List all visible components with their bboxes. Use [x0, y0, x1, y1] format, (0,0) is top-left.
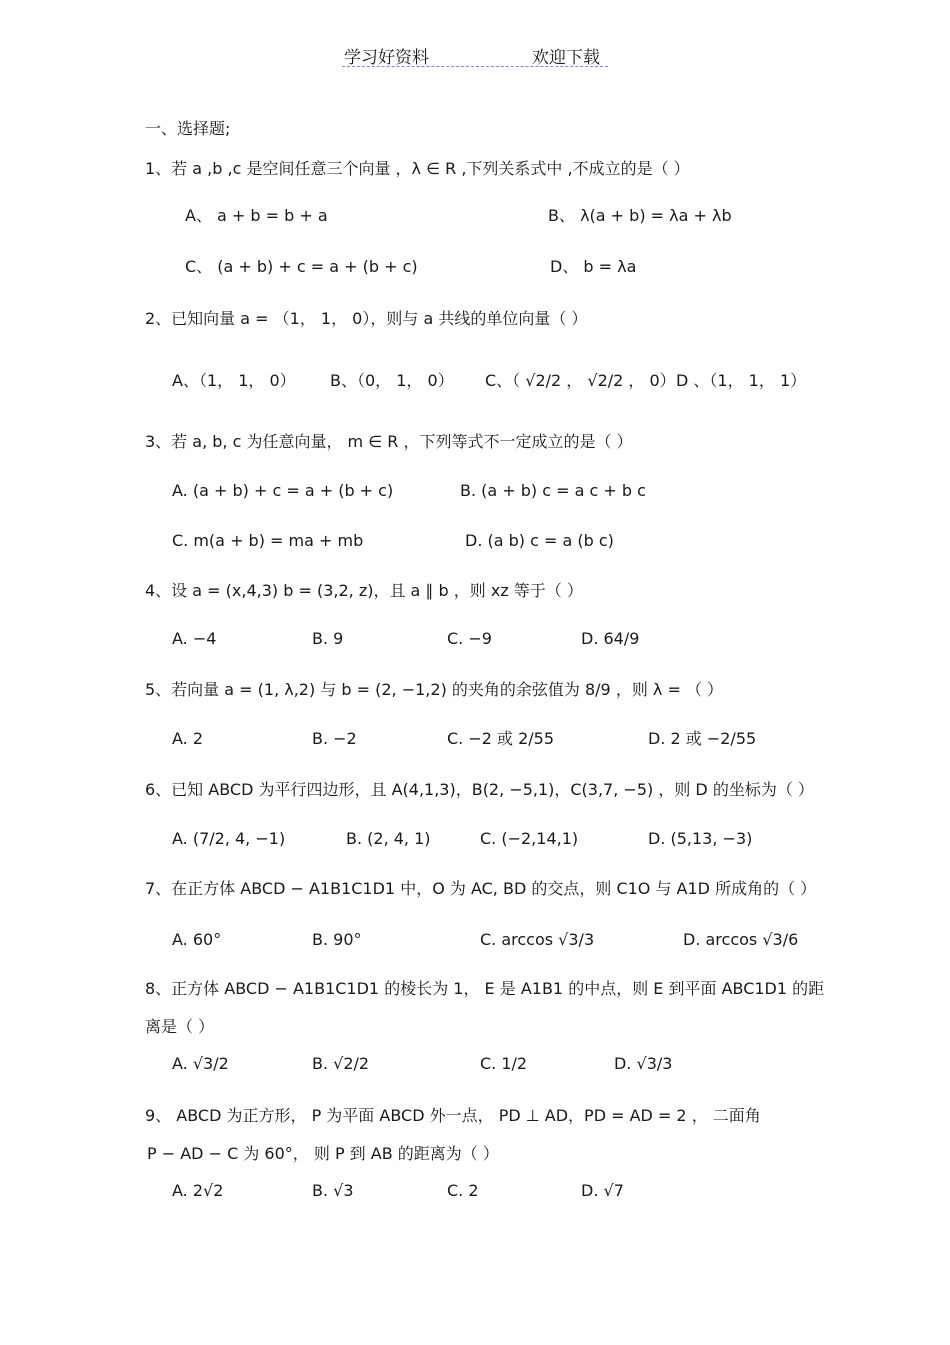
- question-6-stem: 6、已知 ABCD 为平行四边形，且 A(4,1,3)，B(2, −5,1)，C(3,7, −5) ，则 D 的坐标为（ ）: [145, 780, 814, 799]
- question-3-option-a: A. (a + b) + c = a + (b + c): [172, 481, 394, 500]
- question-8-stem: 8、正方体 ABCD − A1B1C1D1 的棱长为 1， E 是 A1B1 的中点，则 E 到平面 ABC1D1 的距: [145, 979, 825, 998]
- question-3-option-c: C. m(a + b) = ma + mb: [172, 531, 364, 550]
- question-6-option-b: B. (2, 4, 1): [346, 829, 431, 848]
- question-8-option-d: D. √3/3: [614, 1054, 673, 1073]
- question-2-option-c: C、（ √2/2 ， √2/2 ， 0）: [485, 371, 676, 390]
- question-4-option-a: A. −4: [172, 629, 217, 648]
- question-4-option-b: B. 9: [312, 629, 344, 648]
- question-8-stem-continued: 离是（ ）: [145, 1017, 215, 1036]
- question-6-option-c: C. (−2,14,1): [480, 829, 579, 848]
- page-header: [342, 40, 608, 67]
- question-5-option-d: D. 2 或 −2/55: [648, 729, 757, 748]
- question-2-option-b: B、（0， 1， 0）: [330, 371, 454, 390]
- question-9-option-d: D. √7: [581, 1181, 624, 1200]
- question-4-option-c: C. −9: [447, 629, 492, 648]
- question-8-option-a: A. √3/2: [172, 1054, 229, 1073]
- question-4-option-d: D. 64/9: [581, 629, 640, 648]
- question-5-stem: 5、若向量 a = (1, λ,2) 与 b = (2, −1,2) 的夹角的余弦值为 8/9 ，则 λ = （ ）: [145, 680, 724, 699]
- question-3-option-d: D. (a b) c = a (b c): [465, 531, 614, 550]
- question-3-option-b: B. (a + b) c = a c + b c: [460, 481, 646, 500]
- header-left-text: 学习好资料: [344, 48, 429, 68]
- question-9-option-a: A. 2√2: [172, 1181, 224, 1200]
- question-5-option-b: B. −2: [312, 729, 357, 748]
- question-9-option-b: B. √3: [312, 1181, 354, 1200]
- question-1-option-b: B、 λ(a + b) = λa + λb: [548, 206, 732, 225]
- question-6-option-d: D. (5,13, −3): [648, 829, 753, 848]
- question-7-option-a: A. 60°: [172, 930, 222, 949]
- question-1-option-d: D、 b = λa: [550, 257, 637, 276]
- question-6-option-a: A. (7/2, 4, −1): [172, 829, 286, 848]
- question-5-option-a: A. 2: [172, 729, 204, 748]
- question-2-option-d: D 、（1， 1， 1）: [676, 371, 807, 390]
- question-9-option-c: C. 2: [447, 1181, 479, 1200]
- question-9-stem-continued: P − AD − C 为 60°， 则 P 到 AB 的距离为（ ）: [147, 1144, 499, 1163]
- question-1-option-c: C、 (a + b) + c = a + (b + c): [185, 257, 418, 276]
- question-8-option-b: B. √2/2: [312, 1054, 370, 1073]
- question-1-option-a: A、 a + b = b + a: [185, 206, 328, 225]
- question-5-option-c: C. −2 或 2/55: [447, 729, 555, 748]
- question-2-option-a: A、（1， 1， 0）: [172, 371, 296, 390]
- question-7-option-c: C. arccos √3/3: [480, 930, 595, 949]
- question-7-option-b: B. 90°: [312, 930, 362, 949]
- question-4-stem: 4、设 a = (x,4,3) b = (3,2, z)，且 a ∥ b ，则 xz 等于（ ）: [145, 581, 583, 600]
- question-7-stem: 7、在正方体 ABCD − A1B1C1D1 中，O 为 AC, BD 的交点，则 C1O 与 A1D 所成角的（ ）: [145, 879, 817, 898]
- section-title: 一、选择题;: [145, 119, 231, 138]
- header-right-text: 欢迎下载: [532, 48, 600, 68]
- question-9-stem: 9、 ABCD 为正方形， P 为平面 ABCD 外一点， PD ⊥ AD，PD = AD = 2 ， 二面角: [145, 1106, 761, 1125]
- question-7-option-d: D. arccos √3/6: [683, 930, 799, 949]
- question-1-stem: 1、若 a ,b ,c 是空间任意三个向量 ，λ ∈ R ,下列关系式中 ,不成立的是（ ）: [145, 159, 690, 178]
- question-8-option-c: C. 1/2: [480, 1054, 528, 1073]
- question-2-stem: 2、已知向量 a = （1， 1， 0），则与 a 共线的单位向量（ ）: [145, 309, 588, 328]
- question-3-stem: 3、若 a, b, c 为任意向量， m ∈ R ，下列等式不一定成立的是（ ）: [145, 432, 633, 451]
